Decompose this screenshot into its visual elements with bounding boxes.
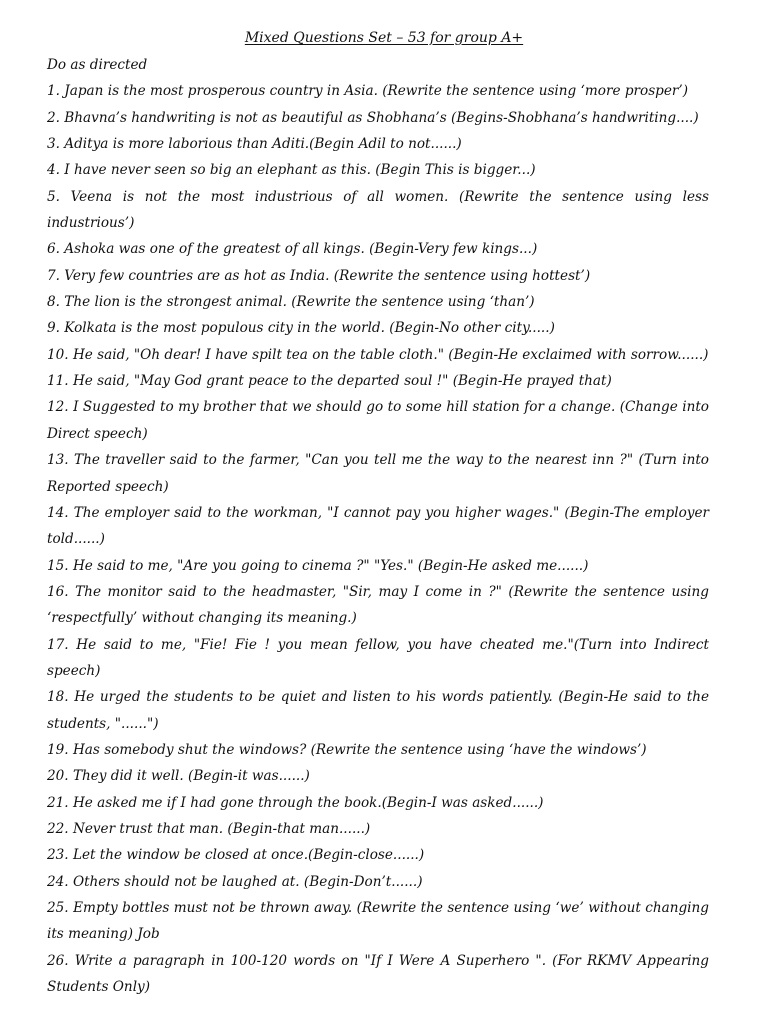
question-item-24: 24. Others should not be laughed at. (Begin-Don’t......) [47,873,423,890]
question-item-11: 11. He said, "May God grant peace to the departed soul !" (Begin-He prayed that) [47,373,612,390]
question-item-21: 21. He asked me if I had gone through the book.(Begin-I was asked......) [47,794,544,811]
directive-line: Do as directed [47,57,148,73]
question-item-26: 26. Write a paragraph in 100-120 words on "If I Were A Superhero ". (For RKMV Appearing Students Only) [47,952,709,996]
question-item-6: 6. Ashoka was one of the greatest of all kings. (Begin-Very few kings...) [47,241,538,258]
question-item-2: 2. Bhavna’s handwriting is not as beautiful as Shobhana’s (Begins-Shobhana’s handwriting....) [47,109,699,126]
question-item-4: 4. I have never seen so big an elephant as this. (Begin This is bigger...) [47,162,536,179]
question-item-9: 9. Kolkata is the most populous city in the world. (Begin-No other city.....) [47,320,555,337]
question-item-17: 17. He said to me, "Fie! Fie ! you mean fellow, you have cheated me."(Turn into Indirect speech) [47,636,709,679]
question-item-16: 16. The monitor said to the headmaster, "Sir, may I come in ?" (Rewrite the sentence using ‘respectfully’ without changing its meaning.) [47,583,709,627]
question-item-15: 15. He said to me, "Are you going to cinema ?" "Yes." (Begin-He asked me......) [47,557,589,574]
document-title: Mixed Questions Set – 53 for group A+ [244,30,524,46]
question-item-10: 10. He said, "Oh dear! I have spilt tea on the table cloth." (Begin-He exclaimed with sorrow......) [47,346,709,363]
question-item-13: 13. The traveller said to the farmer, "Can you tell me the way to the nearest inn ?" (Turn into Reported speech) [47,452,709,495]
question-item-23: 23. Let the window be closed at once.(Begin-close......) [47,847,425,864]
question-item-3: 3. Aditya is more laborious than Aditi.(Begin Adil to not......) [47,136,462,153]
question-item-18: 18. He urged the students to be quiet and listen to his words patiently. (Begin-He said to the students, "......") [47,689,709,732]
question-item-12: 12. I Suggested to my brother that we should go to some hill station for a change. (Change into Direct speech) [47,399,709,442]
question-item-19: 19. Has somebody shut the windows? (Rewrite the sentence using ‘have the windows’) [47,741,647,758]
question-item-1: 1. Japan is the most prosperous country in Asia. (Rewrite the sentence using ‘more prosper’) [47,83,689,100]
question-item-20: 20. They did it well. (Begin-it was......) [47,768,310,785]
question-item-25: 25. Empty bottles must not be thrown away. (Rewrite the sentence using ‘we’ without changing its meaning) Job [47,900,709,943]
document-body [47,52,709,1000]
question-item-5: 5. Veena is not the most industrious of all women. (Rewrite the sentence using less industrious’) [47,188,709,232]
question-item-8: 8. The lion is the strongest animal. (Rewrite the sentence using ‘than’) [47,294,535,311]
question-item-14: 14. The employer said to the workman, "I cannot pay you higher wages." (Begin-The employer told......) [47,504,709,548]
question-item-7: 7. Very few countries are as hot as India. (Rewrite the sentence using hottest’) [47,267,591,284]
question-item-22: 22. Never trust that man. (Begin-that man......) [47,820,371,837]
